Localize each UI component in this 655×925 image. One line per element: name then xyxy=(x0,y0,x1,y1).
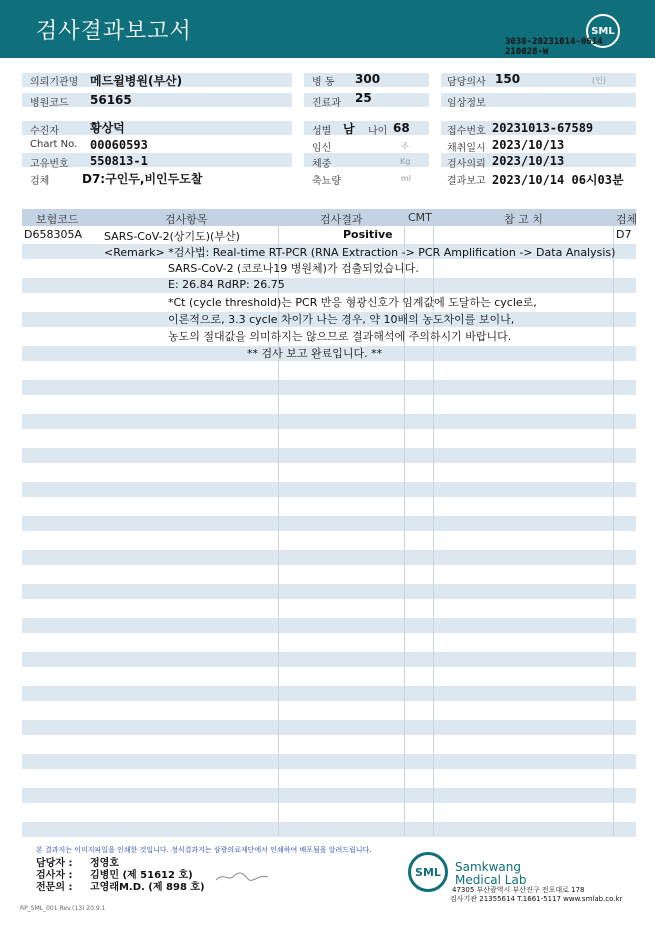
collect-label: 채취일시 xyxy=(447,143,486,154)
lab-name-line1: Samkwang xyxy=(455,860,521,874)
pregnancy-label: 임신 xyxy=(312,143,332,154)
institution-value: 메드윌병원(부산) xyxy=(90,74,183,88)
receipt-value: 20231013-67589 xyxy=(492,121,594,135)
remark-line: 이론적으로, 3.3 cycle 차이가 나는 경우, 약 10배의 농도차이를 보이나, xyxy=(168,313,515,326)
request-value: 2023/10/13 xyxy=(492,154,565,168)
ref-line-1: 3038-20231014-0614 xyxy=(505,37,603,47)
officer-label: 담당자 : xyxy=(36,858,73,869)
table-stripe xyxy=(22,380,636,395)
col-cmt: CMT xyxy=(408,211,432,224)
specialist-label: 전문의 : xyxy=(36,882,73,893)
col-specimen: 검체 xyxy=(616,213,638,226)
id-label: 고유번호 xyxy=(30,159,69,170)
urine-unit: ml xyxy=(401,174,412,183)
urine-label: 축뇨량 xyxy=(312,176,341,187)
remark-line: E: 26.84 RdRP: 26.75 xyxy=(168,278,285,291)
dept-label: 진료과 xyxy=(312,98,341,109)
sex-label: 성별 xyxy=(312,126,332,137)
signature-scribble xyxy=(214,868,270,886)
clinical-label: 임상정보 xyxy=(447,98,486,109)
weight-unit: Kg xyxy=(400,157,411,166)
col-insurance-code: 보험코드 xyxy=(36,213,79,226)
col-divider xyxy=(613,209,614,835)
table-stripe xyxy=(22,278,636,293)
dept-value: 25 xyxy=(355,91,372,105)
remark-line: SARS-CoV-2 (코로나19 병원체)가 검출되었습니다. xyxy=(168,262,419,275)
table-stripe xyxy=(22,754,636,769)
row-item: SARS-CoV-2(상기도)(부산) xyxy=(104,230,240,243)
row-result: Positive xyxy=(343,228,393,241)
table-stripe xyxy=(22,788,636,803)
band-patient xyxy=(22,121,292,135)
report-time-label: 결과보고 xyxy=(447,176,486,187)
col-test-item: 검사항목 xyxy=(165,213,208,226)
lab-address: 47305 부산광역시 부산진구 전포대로 178 xyxy=(452,886,585,894)
weight-label: 체중 xyxy=(312,159,332,170)
form-code: RP_SML_001 Rev.(13) 20.9.1 xyxy=(20,905,106,912)
pregnancy-unit: 주 xyxy=(401,142,409,151)
patient-value: 황상덕 xyxy=(90,121,125,135)
remark-line: *Ct (cycle threshold)는 PCR 반응 형광신호가 임계값에 도달하는 cycle로, xyxy=(168,296,537,309)
ward-value: 300 xyxy=(355,72,381,86)
table-stripe xyxy=(22,448,636,463)
id-value: 550813-1 xyxy=(90,154,148,168)
chart-label: Chart No. xyxy=(30,139,78,150)
doctor-value: 150 xyxy=(495,72,521,86)
table-stripe xyxy=(22,516,636,531)
examiner-value: 김병민 (제 51612 호) xyxy=(90,870,193,881)
table-stripe xyxy=(22,550,636,565)
table-stripe xyxy=(22,618,636,633)
sex-value: 남 xyxy=(343,122,355,136)
report-reference xyxy=(505,37,603,57)
institution-label: 의뢰기관명 xyxy=(30,77,79,88)
doctor-label: 담당의사 xyxy=(447,77,486,88)
sml-logo-text: SML xyxy=(591,26,615,37)
disclaimer-note: 본 결과지는 이미지파일을 인쇄한 것입니다. 정식결과지는 삼광의료재단에서 인쇄하여 배포됨을 알려드립니다. xyxy=(36,846,372,854)
remark-line: <Remark> *검사법: Real-time RT-PCR (RNA Extraction -> PCR Amplification -> Data Analysis) xyxy=(104,246,616,259)
examiner-label: 검사자 : xyxy=(36,870,73,881)
col-divider xyxy=(93,209,94,226)
lab-logo xyxy=(408,852,448,892)
hospital-code-value: 56165 xyxy=(90,93,132,107)
hospital-code-label: 병원코드 xyxy=(30,98,69,109)
remark-line: 농도의 절대값을 의미하지는 않으므로 결과해석에 주의하시기 바랍니다. xyxy=(168,330,512,343)
specialist-value: 고영래M.D. (제 898 호) xyxy=(90,882,205,893)
remark-line: ** 검사 보고 완료입니다. ** xyxy=(247,347,383,360)
lab-logo-text: SML xyxy=(415,866,441,879)
table-stripe xyxy=(22,822,636,837)
table-stripe xyxy=(22,720,636,735)
request-label: 검사의뢰 xyxy=(447,159,486,170)
specimen-label: 검체 xyxy=(30,176,50,187)
doctor-sign-unit: (인) xyxy=(592,76,606,85)
row-code: D658305A xyxy=(24,228,82,241)
table-stripe xyxy=(22,652,636,667)
ref-line-2: 210028-W xyxy=(505,47,549,57)
table-stripe xyxy=(22,414,636,429)
col-result: 검사결과 xyxy=(320,213,363,226)
lab-contact: 검사기관 21355614 T.1661-5117 www.smlab.co.kr xyxy=(450,895,623,903)
table-stripe xyxy=(22,686,636,701)
report-title: 검사결과보고서 xyxy=(36,19,192,44)
specimen-value: D7:구인두,비인두도찰 xyxy=(82,172,203,186)
collect-value: 2023/10/13 xyxy=(492,138,565,152)
table-stripe xyxy=(22,584,636,599)
receipt-label: 접수번호 xyxy=(447,126,486,137)
officer-value: 정영호 xyxy=(90,858,119,869)
chart-value: 00060593 xyxy=(90,138,148,152)
age-label: 나이 xyxy=(368,126,388,137)
table-stripe xyxy=(22,482,636,497)
lab-name-line2: Medical Lab xyxy=(455,873,527,887)
age-value: 68 xyxy=(393,121,410,135)
row-specimen: D7 xyxy=(616,228,632,241)
ward-label: 병 동 xyxy=(312,77,335,88)
report-time-value: 2023/10/14 06시03분 xyxy=(492,173,624,187)
patient-label: 수진자 xyxy=(30,126,59,137)
col-reference: 참 고 치 xyxy=(504,213,543,226)
